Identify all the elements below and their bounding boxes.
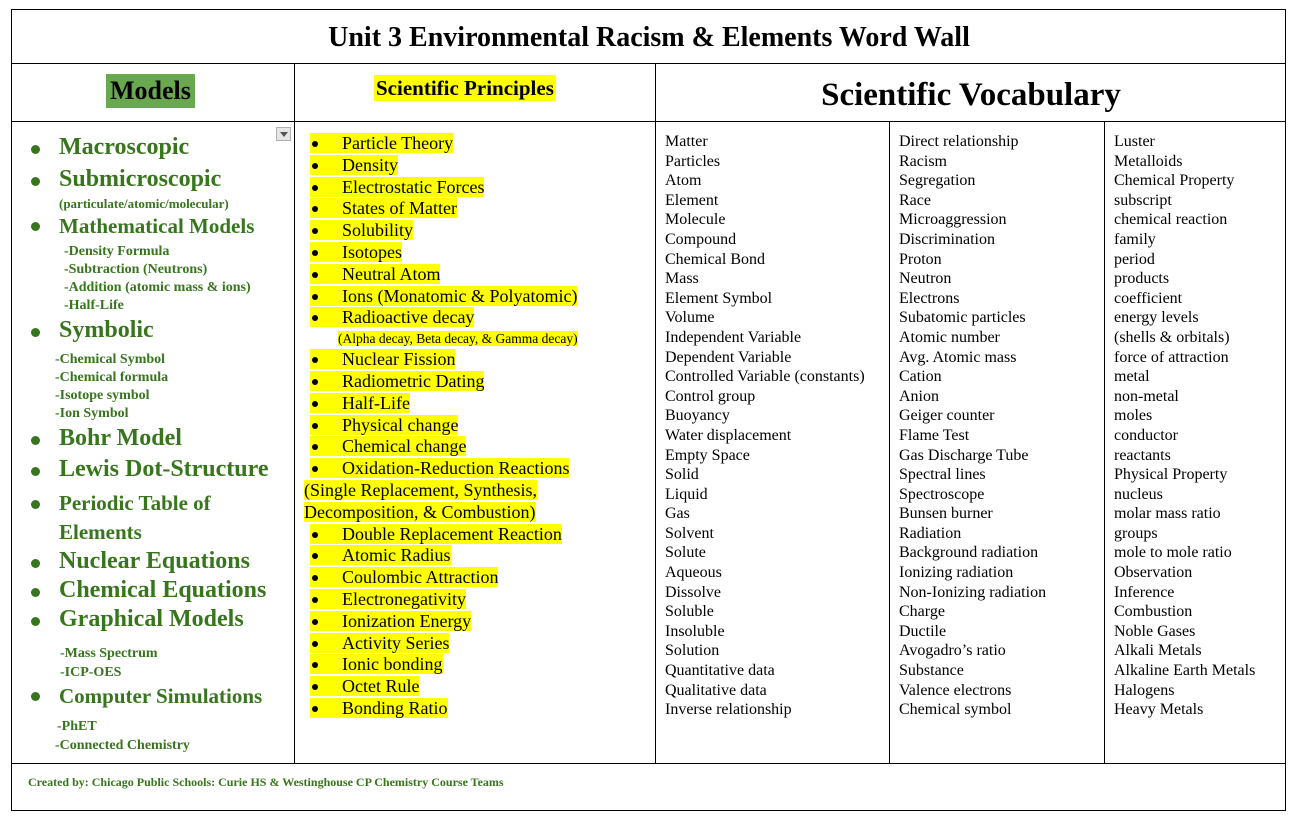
vocabulary-term: Buoyancy bbox=[665, 407, 730, 425]
bullet-icon bbox=[31, 177, 40, 186]
submicroscopic-note: (particulate/atomic/molecular) bbox=[59, 196, 229, 211]
principle-item bbox=[342, 675, 419, 697]
principle-label: Ionic bonding bbox=[342, 654, 443, 675]
bullet-icon bbox=[312, 401, 318, 407]
computer-sub-item: -PhET bbox=[57, 719, 97, 734]
principle-item bbox=[342, 370, 484, 392]
vocabulary-term: Racism bbox=[899, 152, 947, 170]
graphical-sub-item: -ICP-OES bbox=[60, 665, 122, 680]
vocabulary-term: Avg. Atomic mass bbox=[899, 348, 1017, 366]
vocabulary-term: Particles bbox=[665, 152, 721, 170]
bullet-icon bbox=[312, 641, 318, 647]
bullet-icon bbox=[312, 706, 318, 712]
vocabulary-term: non-metal bbox=[1114, 387, 1179, 405]
principle-item bbox=[342, 306, 474, 328]
principle-item bbox=[342, 697, 448, 719]
vocabulary-term: Atomic number bbox=[899, 328, 1000, 346]
principle-label: Electrostatic Forces bbox=[342, 176, 485, 197]
vocabulary-term: Physical Property bbox=[1114, 466, 1228, 484]
vocabulary-term: Solution bbox=[665, 642, 720, 660]
principle-label: Half-Life bbox=[342, 392, 410, 413]
principle-note bbox=[304, 501, 536, 523]
models-header: Models bbox=[106, 74, 195, 108]
vocabulary-term: Qualitative data bbox=[665, 681, 767, 699]
vocabulary-term: Spectroscope bbox=[899, 485, 985, 503]
bullet-icon bbox=[31, 436, 40, 445]
vocabulary-term: conductor bbox=[1114, 426, 1178, 444]
vocabulary-term: Solute bbox=[665, 544, 706, 562]
principle-item bbox=[342, 435, 466, 457]
vocabulary-term: Control group bbox=[665, 387, 756, 405]
vocabulary-term: Controlled Variable (constants) bbox=[665, 368, 865, 386]
bullet-icon bbox=[312, 294, 318, 300]
vocabulary-term: moles bbox=[1114, 407, 1153, 425]
principle-label: Activity Series bbox=[342, 632, 450, 653]
model-chemical-equations: Chemical Equations bbox=[59, 577, 267, 603]
vocabulary-header: Scientific Vocabulary bbox=[821, 77, 1121, 113]
vocabulary-term: Neutron bbox=[899, 270, 952, 288]
vocabulary-term: Compound bbox=[665, 230, 737, 248]
principle-item bbox=[342, 263, 440, 285]
math-sub-item: -Addition (atomic mass & ions) bbox=[64, 280, 251, 295]
bullet-icon bbox=[312, 379, 318, 385]
model-periodic-table: Periodic Table of bbox=[59, 491, 211, 515]
vocabulary-term: (shells & orbitals) bbox=[1114, 328, 1230, 346]
principle-label: Double Replacement Reaction bbox=[342, 523, 562, 544]
vocabulary-term: Electrons bbox=[899, 289, 960, 307]
symbolic-sub-item: -Isotope symbol bbox=[55, 388, 150, 403]
vocabulary-term: molar mass ratio bbox=[1114, 505, 1221, 523]
bullet-icon bbox=[312, 532, 318, 538]
principle-item bbox=[342, 653, 443, 675]
vocabulary-column-3 bbox=[1114, 132, 1255, 720]
vocabulary-term: Subatomic particles bbox=[899, 309, 1026, 327]
principle-item bbox=[342, 414, 458, 436]
vocabulary-column-2 bbox=[899, 132, 1046, 720]
header-divider bbox=[11, 121, 1286, 122]
vocabulary-term: Chemical Property bbox=[1114, 172, 1235, 190]
math-sub-item: -Subtraction (Neutrons) bbox=[64, 262, 208, 277]
vocabulary-term: Ionizing radiation bbox=[899, 564, 1014, 582]
vocabulary-term: Alkali Metals bbox=[1114, 642, 1202, 660]
vocabulary-term: Heavy Metals bbox=[1114, 701, 1204, 719]
vocabulary-term: metal bbox=[1114, 368, 1150, 386]
column-divider-2 bbox=[655, 63, 656, 763]
math-sub-item: -Half-Life bbox=[64, 298, 124, 313]
vocabulary-term: Solvent bbox=[665, 524, 714, 542]
vocabulary-term: Microaggression bbox=[899, 211, 1007, 229]
principle-label: Isotopes bbox=[342, 242, 402, 262]
column-divider-1 bbox=[294, 63, 295, 763]
bullet-icon bbox=[312, 619, 318, 625]
vocabulary-term: Solid bbox=[665, 466, 699, 484]
model-periodic-table-cont: Elements bbox=[59, 520, 142, 544]
bullet-icon bbox=[312, 250, 318, 256]
vocabulary-term: Metalloids bbox=[1114, 152, 1183, 170]
bullet-icon bbox=[31, 588, 40, 597]
vocabulary-term: Empty Space bbox=[665, 446, 750, 464]
footer-credit: Created by: Chicago Public Schools: Curie HS & Westinghouse CP Chemistry Course Teams bbox=[28, 775, 504, 789]
footer-divider bbox=[11, 763, 1286, 764]
vocabulary-term: Flame Test bbox=[899, 426, 970, 444]
symbolic-sub-item: -Chemical Symbol bbox=[55, 352, 166, 367]
vocabulary-term: Mass bbox=[665, 270, 699, 288]
vocabulary-term: period bbox=[1114, 250, 1155, 268]
principle-label: Ions (Monatomic & Polyatomic) bbox=[342, 285, 578, 306]
vocabulary-term: family bbox=[1114, 230, 1156, 248]
column-divider-3 bbox=[889, 121, 890, 763]
model-graphical: Graphical Models bbox=[59, 606, 244, 632]
vocabulary-term: nucleus bbox=[1114, 485, 1163, 503]
principle-item bbox=[342, 523, 562, 545]
vocabulary-term: products bbox=[1114, 270, 1170, 288]
vocabulary-term: Matter bbox=[665, 133, 708, 150]
vocabulary-term: Substance bbox=[899, 662, 964, 680]
principle-note-text: (Single Replacement, Synthesis, bbox=[304, 480, 537, 500]
vocabulary-term: Quantitative data bbox=[665, 662, 775, 680]
vocabulary-term: Volume bbox=[665, 309, 715, 327]
principle-label: Solubility bbox=[342, 220, 414, 241]
vocabulary-term: Cation bbox=[899, 368, 942, 386]
vocabulary-term: coefficient bbox=[1114, 289, 1183, 307]
bullet-icon bbox=[31, 559, 40, 568]
vocabulary-term: mole to mole ratio bbox=[1114, 544, 1232, 562]
vocabulary-term: Chemical Bond bbox=[665, 250, 765, 268]
math-sub-item: -Density Formula bbox=[64, 244, 170, 259]
dropdown-arrow-icon[interactable] bbox=[276, 127, 291, 141]
vocabulary-term: Independent Variable bbox=[665, 328, 802, 346]
model-nuclear-equations: Nuclear Equations bbox=[59, 548, 250, 574]
principle-item bbox=[342, 457, 569, 479]
vocabulary-term: Valence electrons bbox=[899, 681, 1012, 699]
vocabulary-term: Observation bbox=[1114, 564, 1193, 582]
graphical-sub-item: -Mass Spectrum bbox=[60, 646, 158, 661]
bullet-icon bbox=[31, 692, 40, 701]
vocabulary-term: Aqueous bbox=[665, 564, 722, 582]
principle-label: Neutral Atom bbox=[342, 263, 441, 284]
page-title: Unit 3 Environmental Racism & Elements Word Wall bbox=[328, 22, 970, 53]
principle-item bbox=[342, 154, 398, 176]
vocabulary-term: Proton bbox=[899, 250, 942, 268]
bullet-icon bbox=[31, 500, 40, 509]
principle-label: Atomic Radius bbox=[342, 545, 451, 566]
column-divider-4 bbox=[1104, 121, 1105, 763]
principle-label: Nuclear Fission bbox=[342, 349, 456, 370]
vocabulary-term: subscript bbox=[1114, 191, 1172, 209]
vocabulary-term: force of attraction bbox=[1114, 348, 1229, 366]
vocabulary-term: Molecule bbox=[665, 211, 726, 229]
principle-note-text: (Alpha decay, Beta decay, & Gamma decay) bbox=[338, 331, 578, 347]
vocabulary-term: Direct relationship bbox=[899, 133, 1019, 150]
vocabulary-term: chemical reaction bbox=[1114, 211, 1228, 229]
vocabulary-term: Liquid bbox=[665, 485, 708, 503]
principles-header: Scientific Principles bbox=[376, 76, 554, 100]
computer-sub-item: -Connected Chemistry bbox=[55, 738, 190, 753]
vocabulary-term: reactants bbox=[1114, 446, 1171, 464]
vocabulary-term: Combustion bbox=[1114, 603, 1193, 621]
vocabulary-term: Ductile bbox=[899, 622, 947, 640]
bullet-icon bbox=[31, 222, 40, 231]
vocabulary-term: Water displacement bbox=[665, 426, 792, 444]
principle-label: Ionization Energy bbox=[342, 610, 472, 631]
bullet-icon bbox=[31, 328, 40, 337]
vocabulary-term: Atom bbox=[665, 172, 702, 190]
vocabulary-term: Element bbox=[665, 191, 719, 209]
bullet-icon bbox=[31, 467, 40, 476]
vocabulary-term: Dissolve bbox=[665, 583, 721, 601]
symbolic-sub-item: -Ion Symbol bbox=[55, 406, 129, 421]
principle-label: States of Matter bbox=[342, 198, 457, 219]
symbolic-sub-item: -Chemical formula bbox=[55, 370, 169, 385]
vocabulary-term: Charge bbox=[899, 603, 945, 621]
principle-item bbox=[342, 219, 413, 241]
principle-label: Physical change bbox=[342, 414, 459, 435]
model-mathematical: Mathematical Models bbox=[59, 214, 255, 238]
vocabulary-term: Segregation bbox=[899, 172, 976, 190]
model-macroscopic: Macroscopic bbox=[59, 134, 190, 160]
principle-label: Density bbox=[342, 154, 398, 175]
principle-label: Bonding Ratio bbox=[342, 698, 448, 718]
bullet-icon bbox=[312, 272, 318, 278]
principle-label: Coulombic Attraction bbox=[342, 567, 499, 588]
vocabulary-term: Element Symbol bbox=[665, 289, 773, 307]
vocabulary-column-1 bbox=[665, 132, 865, 720]
principle-label: Radiometric Dating bbox=[342, 371, 485, 391]
vocabulary-term: Inverse relationship bbox=[665, 701, 792, 719]
principle-label: Oxidation-Reduction Reactions bbox=[342, 458, 570, 479]
model-symbolic: Symbolic bbox=[59, 317, 154, 343]
principle-label: Chemical change bbox=[342, 436, 467, 457]
principle-item bbox=[342, 348, 455, 370]
vocabulary-term: Avogadro’s ratio bbox=[899, 642, 1006, 660]
model-bohr: Bohr Model bbox=[59, 425, 182, 451]
vocabulary-term: Gas bbox=[665, 505, 690, 523]
vocabulary-term: Soluble bbox=[665, 603, 714, 621]
vocabulary-term: energy levels bbox=[1114, 309, 1199, 327]
model-computer-simulations: Computer Simulations bbox=[59, 684, 263, 708]
principle-item bbox=[342, 176, 484, 198]
bullet-icon bbox=[312, 163, 318, 169]
vocabulary-term: Geiger counter bbox=[899, 407, 995, 425]
vocabulary-term: Anion bbox=[899, 387, 939, 405]
principle-note bbox=[338, 328, 578, 350]
principle-label: Particle Theory bbox=[342, 133, 454, 153]
principle-item bbox=[342, 132, 453, 154]
vocabulary-term: Insoluble bbox=[665, 622, 725, 640]
vocabulary-term: Dependent Variable bbox=[665, 348, 792, 366]
vocabulary-term: Alkaline Earth Metals bbox=[1114, 662, 1256, 680]
bullet-icon bbox=[312, 185, 318, 191]
principle-item bbox=[342, 285, 577, 307]
principle-item bbox=[342, 610, 471, 632]
vocabulary-term: Halogens bbox=[1114, 681, 1175, 699]
model-lewis: Lewis Dot-Structure bbox=[59, 456, 269, 482]
vocabulary-term: Radiation bbox=[899, 524, 962, 542]
vocabulary-term: Gas Discharge Tube bbox=[899, 446, 1029, 464]
bullet-icon bbox=[31, 617, 40, 626]
vocabulary-term: Noble Gases bbox=[1114, 622, 1196, 640]
vocabulary-term: Luster bbox=[1114, 133, 1155, 150]
principle-item bbox=[342, 588, 466, 610]
vocabulary-term: Chemical symbol bbox=[899, 701, 1012, 719]
bullet-icon bbox=[312, 597, 318, 603]
principle-item bbox=[342, 241, 402, 263]
vocabulary-term: Spectral lines bbox=[899, 466, 986, 484]
principle-note bbox=[304, 479, 537, 501]
vocabulary-term: Race bbox=[899, 191, 931, 209]
principle-label: Electronegativity bbox=[342, 589, 466, 609]
principle-item bbox=[342, 197, 457, 219]
principle-label: Octet Rule bbox=[342, 676, 420, 697]
vocabulary-term: groups bbox=[1114, 524, 1158, 542]
vocabulary-term: Non-Ionizing radiation bbox=[899, 583, 1047, 601]
vocabulary-term: Background radiation bbox=[899, 544, 1039, 562]
bullet-icon bbox=[31, 145, 40, 154]
title-divider bbox=[11, 63, 1286, 64]
vocabulary-term: Discrimination bbox=[899, 230, 995, 248]
principle-note-text: Decomposition, & Combustion) bbox=[304, 501, 536, 522]
vocabulary-term: Bunsen burner bbox=[899, 505, 993, 523]
model-submicroscopic: Submicroscopic bbox=[59, 166, 222, 192]
bullet-icon bbox=[312, 141, 318, 147]
bullet-icon bbox=[312, 423, 318, 429]
principle-item bbox=[342, 392, 410, 414]
principle-label: Radioactive decay bbox=[342, 307, 475, 328]
principle-item bbox=[342, 544, 451, 566]
principle-item bbox=[342, 632, 449, 654]
vocabulary-term: Inference bbox=[1114, 583, 1175, 601]
principle-item bbox=[342, 566, 498, 588]
